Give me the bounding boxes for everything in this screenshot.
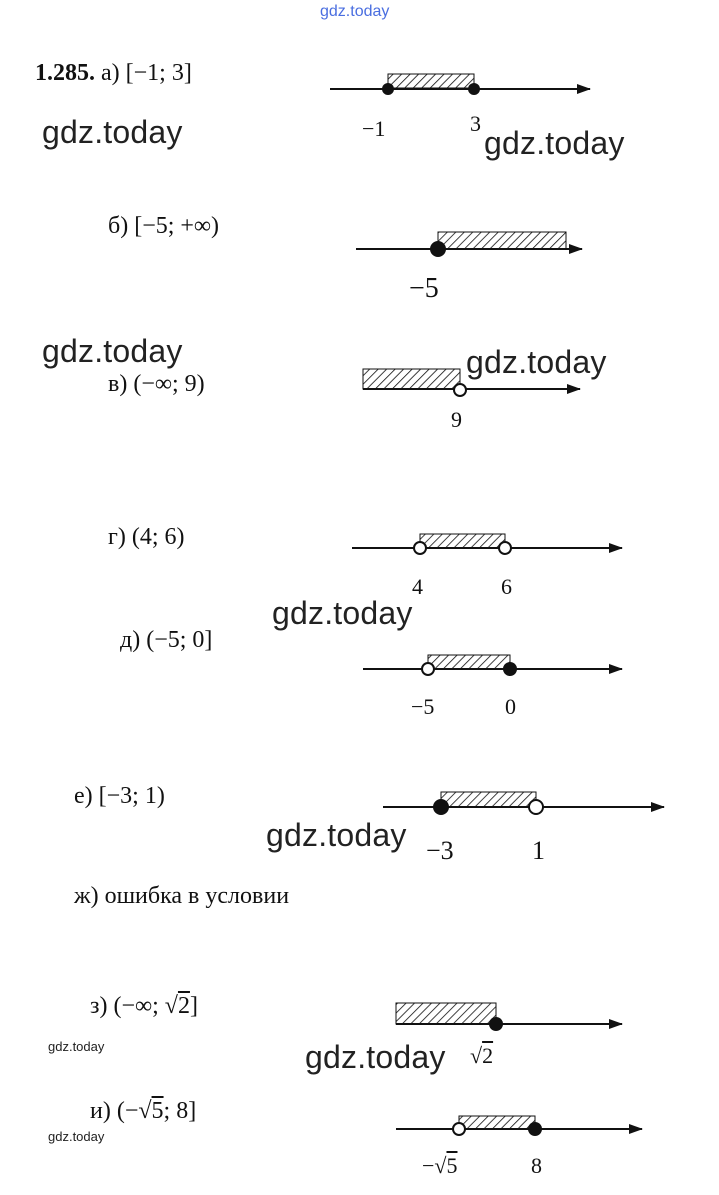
tick-i-2: 8: [531, 1153, 542, 1178]
watermark-1: gdz.today: [42, 114, 183, 150]
problem-number: 1.285.: [35, 60, 95, 86]
watermark-7: gdz.today: [48, 1039, 105, 1054]
tick-e-2: 1: [532, 836, 545, 865]
problem-i-prefix: и) (−√: [90, 1098, 152, 1124]
problem-i-radicand: 5: [151, 1098, 164, 1124]
tick-d-1: −5: [411, 694, 435, 719]
problem-z-radicand: 2: [177, 993, 190, 1019]
tick-v-1: 9: [451, 407, 462, 432]
tick-g-1: 4: [412, 574, 423, 599]
tick-i-prefix: −√: [422, 1153, 447, 1178]
problem-d-label: д) (−5; 0]: [120, 627, 213, 653]
number-line-z: [396, 1003, 622, 1031]
closed-point-a1: [382, 83, 394, 95]
problem-i-suffix: ; 8]: [163, 1098, 197, 1124]
closed-point-z1: [489, 1017, 503, 1031]
closed-point-i2: [528, 1122, 542, 1136]
problem-g-label: г) (4; 6): [108, 524, 185, 550]
problem-i-label: [90, 1098, 196, 1125]
open-point-g2: [499, 542, 511, 554]
watermark-top: gdz.today: [320, 3, 390, 20]
tick-i-1: [422, 1153, 457, 1179]
tick-d-2: 0: [505, 694, 516, 719]
tick-a-2: 3: [470, 111, 481, 136]
closed-point-b1: [430, 241, 446, 257]
tick-b-1: −5: [409, 273, 439, 304]
watermark-3: gdz.today: [42, 333, 183, 369]
watermark-4: gdz.today: [466, 344, 607, 380]
open-point-i1: [453, 1123, 465, 1135]
number-line-a: [330, 74, 590, 95]
number-line-i: [396, 1116, 642, 1136]
problem-a-interval: а) [−1; 3]: [101, 60, 192, 86]
number-line-d: [363, 655, 622, 676]
problem-v-label: в) (−∞; 9): [108, 371, 205, 397]
tick-i-radicand: 5: [446, 1153, 458, 1178]
open-point-v1: [454, 384, 466, 396]
watermark-9: gdz.today: [48, 1129, 105, 1144]
open-point-e2: [529, 800, 543, 814]
open-point-g1: [414, 542, 426, 554]
watermark-6: gdz.today: [266, 817, 407, 853]
closed-point-d2: [503, 662, 517, 676]
closed-point-e1: [433, 799, 449, 815]
watermark-8: gdz.today: [305, 1039, 446, 1075]
problem-b-label: б) [−5; +∞): [108, 213, 220, 239]
tick-z-radicand: 2: [482, 1043, 494, 1068]
number-line-e: [383, 792, 664, 815]
tick-g-2: 6: [501, 574, 512, 599]
open-point-d1: [422, 663, 434, 675]
closed-point-a2: [468, 83, 480, 95]
number-line-b: [356, 232, 582, 257]
tick-z-1: [470, 1043, 493, 1069]
problem-a-label: [35, 60, 192, 87]
problem-z-label: [90, 993, 198, 1020]
problem-z-prefix: з) (−∞; √: [90, 993, 178, 1019]
problem-zh-label: ж) ошибка в условии: [74, 883, 290, 909]
tick-a-1: −1: [362, 116, 386, 141]
tick-z-prefix: √: [470, 1043, 483, 1068]
watermark-5: gdz.today: [272, 595, 413, 631]
number-line-g: [352, 534, 622, 554]
watermark-2: gdz.today: [484, 125, 625, 161]
problem-e-label: е) [−3; 1): [74, 783, 165, 809]
problem-z-suffix: ]: [189, 993, 198, 1019]
tick-e-1: −3: [426, 836, 454, 865]
